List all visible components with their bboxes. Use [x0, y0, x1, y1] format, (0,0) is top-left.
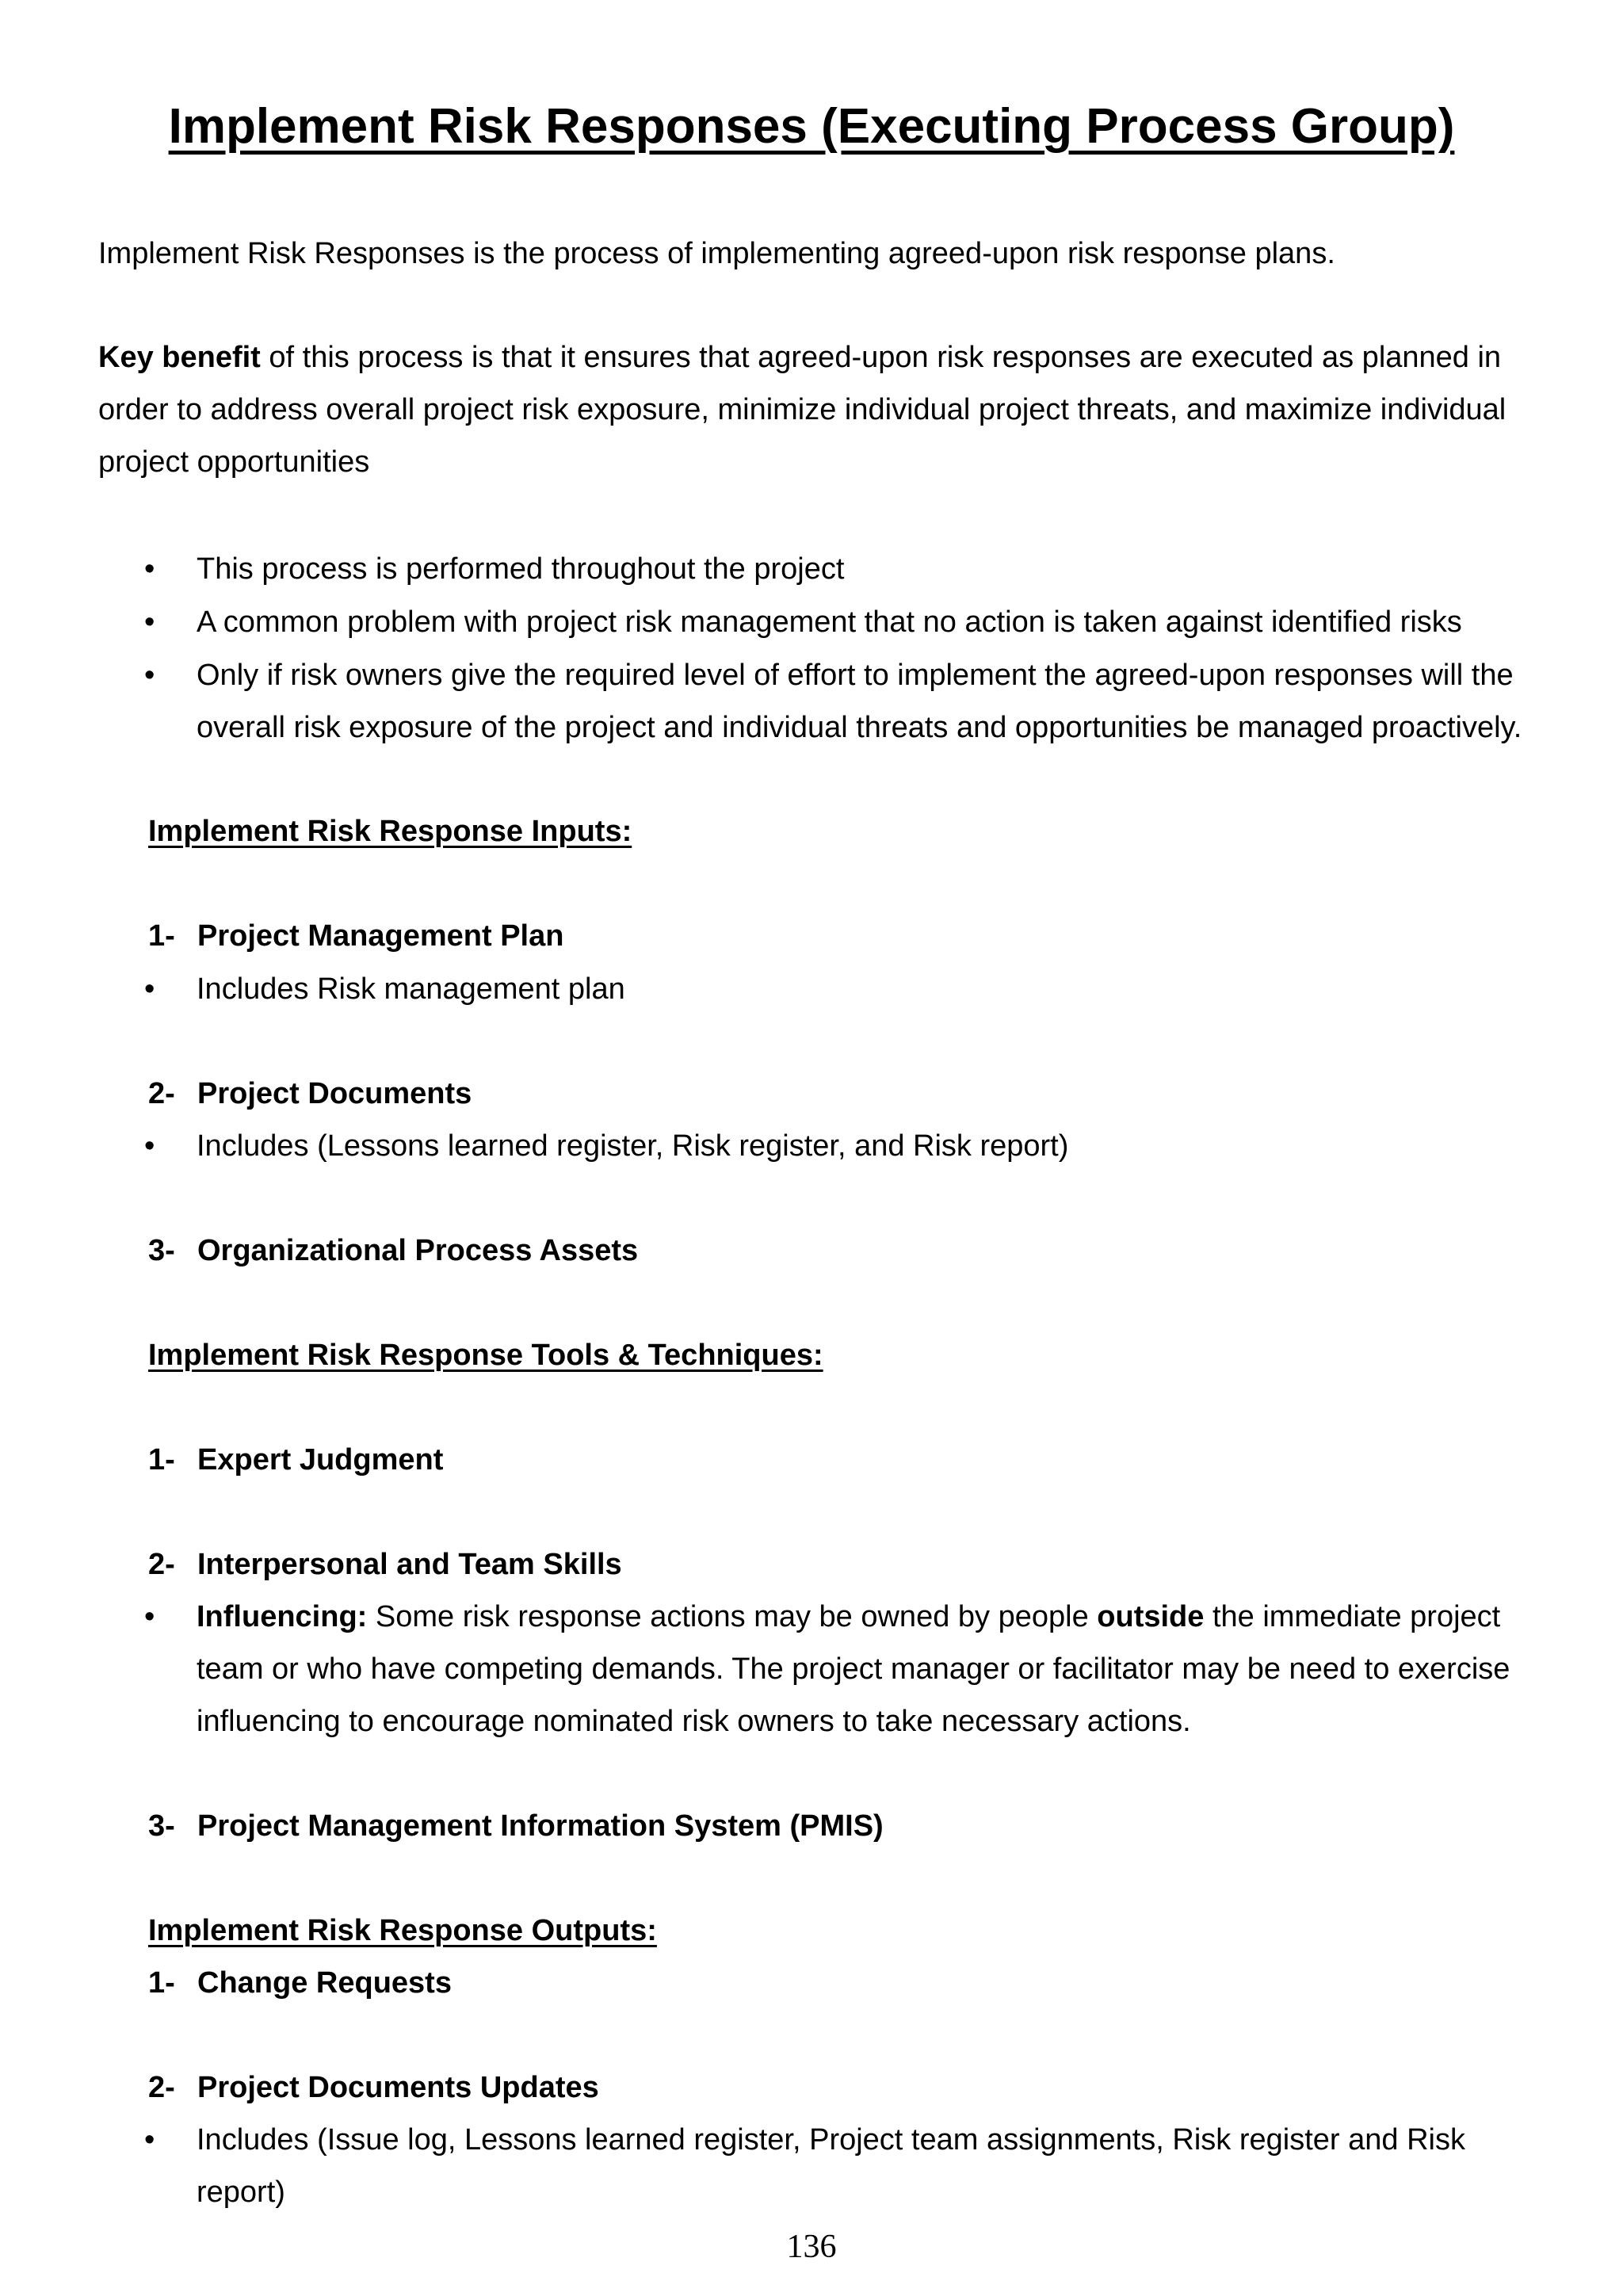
item-title: Project Documents: [197, 1077, 472, 1110]
bullet-icon: •: [144, 659, 155, 692]
bullet-icon: •: [144, 2123, 155, 2157]
item-title: Expert Judgment: [197, 1443, 444, 1477]
key-benefit-line-3: project opportunities: [98, 445, 370, 479]
item-number: 1-: [148, 919, 175, 953]
item-number: 2-: [148, 1077, 175, 1110]
inputs-heading: Implement Risk Response Inputs:: [148, 815, 632, 848]
bullet-text: report): [197, 2176, 285, 2209]
influencing-label: Influencing:: [197, 1600, 368, 1633]
item-number: 3-: [148, 1809, 175, 1843]
item-title: Project Documents Updates: [197, 2071, 599, 2104]
bullet-text: [197, 1591, 1623, 1643]
item-number: 2-: [148, 1548, 175, 1581]
bullet-text: influencing to encourage nominated risk owners to take necessary actions.: [197, 1705, 1191, 1738]
bullet-icon: •: [144, 1600, 155, 1633]
bullet-text: overall risk exposure of the project and individual threats and opportunities be managed proactively.: [197, 711, 1522, 744]
item-title: Project Management Plan: [197, 919, 564, 953]
bullet-icon: •: [144, 1129, 155, 1163]
influencing-text: Some risk response actions may be owned by people: [367, 1600, 1098, 1633]
bullet-text: Includes Risk management plan: [197, 972, 625, 1006]
outputs-heading: Implement Risk Response Outputs:: [148, 1914, 657, 1947]
influencing-text: the immediate project: [1204, 1600, 1501, 1633]
bullet-text: Includes (Issue log, Lessons learned register, Project team assignments, Risk register and Risk: [197, 2123, 1465, 2157]
item-number: 1-: [148, 1443, 175, 1477]
key-benefit-line-2: order to address overall project risk exposure, minimize individual project threats, and maximize individual: [98, 393, 1507, 426]
item-number: 1-: [148, 1966, 175, 2000]
bullet-icon: •: [144, 972, 155, 1006]
key-benefit-line-1: of this process is that it ensures that agreed-upon risk responses are executed as planned in: [260, 341, 1502, 374]
outside-emphasis: outside: [1097, 1600, 1205, 1633]
page-number: 136: [786, 2229, 837, 2265]
key-benefit-label: Key benefit: [98, 341, 261, 374]
bullet-icon: •: [144, 552, 155, 586]
bullet-text: This process is performed throughout the project: [197, 552, 845, 586]
key-benefit-paragraph: [98, 331, 1541, 488]
item-title: Change Requests: [197, 1966, 452, 2000]
bullet-text: team or who have competing demands. The project manager or facilitator may be need to exercise: [197, 1652, 1510, 1686]
item-title: Organizational Process Assets: [197, 1234, 639, 1267]
page-title: Implement Risk Responses (Executing Process Group): [168, 99, 1455, 154]
bullet-text: Includes (Lessons learned register, Risk register, and Risk report): [197, 1129, 1069, 1163]
item-number: 3-: [148, 1234, 175, 1267]
item-number: 2-: [148, 2071, 175, 2104]
item-title: Interpersonal and Team Skills: [197, 1548, 622, 1581]
tools-heading: Implement Risk Response Tools & Techniques:: [148, 1339, 823, 1372]
bullet-icon: •: [144, 606, 155, 639]
intro-paragraph: Implement Risk Responses is the process of implementing agreed-upon risk response plans.: [98, 237, 1335, 270]
item-title: Project Management Information System (PMIS): [197, 1809, 884, 1843]
bullet-text: A common problem with project risk management that no action is taken against identified risks: [197, 606, 1462, 639]
bullet-text: Only if risk owners give the required level of effort to implement the agreed-upon responses will the: [197, 659, 1514, 692]
